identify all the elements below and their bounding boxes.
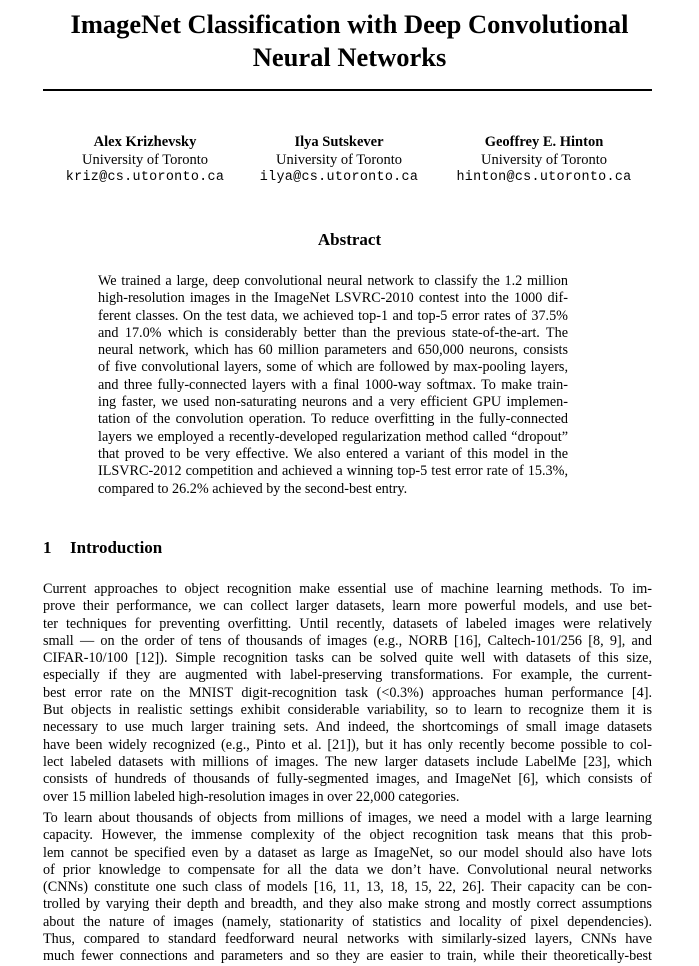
body-line: CIFAR-10/100 [12]). Simple recognition tasks can be solved quite well with datasets of this size, [43,650,652,667]
author-name: Alex Krizhevsky [93,134,197,150]
abstract-line: neural network, which has 60 million parameters and 650,000 neurons, consists [98,342,568,359]
body-line: capacity. However, the immense complexity of the object recognition task means that this prob- [43,827,652,844]
body-line: best error rate on the MNIST digit-recognition task (<0.3%) approaches human performance [4]. [43,684,652,701]
abstract-line: ILSVRC-2012 competition and achieved a winning top-5 test error rate of 15.3%, [98,463,568,480]
abstract-line: compared to 26.2% achieved by the second-best entry. [98,480,408,497]
abstract-line: high-resolution images in the ImageNet LSVRC-2010 contest into the 1000 dif- [98,290,568,307]
body-line: To learn about thousands of objects from millions of images, we need a model with a large learning [43,810,652,826]
abstract-line: ing faster, we used non-saturating neurons and a very efficient GPU implemen- [98,394,568,411]
intro-paragraph-1 [43,581,652,806]
abstract-line: and 17.0% which is considerably better than the previous state-of-the-art. The [98,324,568,341]
title-line: ImageNet Classification with Deep Convolutional [70,9,629,39]
body-line: trolled by varying their depth and breadth, and they also make strong and mostly correct assumptions [43,896,652,913]
author-affiliation: University of Toronto [481,152,607,168]
abstract-heading: Abstract [317,230,382,249]
author-name: Ilya Sutskever [294,134,384,150]
abstract-line: that proved to be very effective. We also entered a variant of this model in the [98,445,568,462]
body-line: necessary to use much larger training sets. And indeed, the shortcomings of small image datasets [43,719,652,736]
abstract-body [98,273,568,498]
body-line: But objects in realistic settings exhibit considerable variability, so to learn to recognize them it is [43,702,652,719]
body-line: about the nature of images (namely, stationarity of statistics and locality of pixel dependencies). [43,913,652,930]
body-line: of prior knowledge to compensate for all the data we don’t have. Convolutional neural networks [43,861,652,878]
abstract-line: layers we employed a recently-developed regularization method called “dropout” [98,428,568,445]
body-line: especially if they are augmented with label-preserving transformations. For example, the current- [43,667,652,684]
paper-title [0,8,699,74]
body-line: Thus, compared to standard feedforward neural networks with similarly-sized layers, CNNs have [43,931,652,948]
title-line: Neural Networks [252,42,447,72]
body-line: have been widely recognized (e.g., Pinto et al. [21]), but it has only recently become possible to col- [43,736,652,753]
section-number: 1 [43,538,52,557]
abstract-line: and three fully-connected layers with a final 1000-way softmax. To make train- [98,376,568,393]
body-line: (CNNs) constitute one such class of models [16, 11, 13, 18, 15, 22, 26]. Their capacity can be con- [43,879,652,896]
body-line: lect labeled datasets with millions of images. The new larger datasets include LabelMe [23], which [43,753,652,770]
body-line: over 15 million labeled high-resolution images in over 22,000 categories. [43,788,460,805]
abstract-line: We trained a large, deep convolutional neural network to classify the 1.2 million [98,273,568,289]
author-email: ilya@cs.utoronto.ca [259,170,419,185]
body-line: Current approaches to object recognition make essential use of machine learning methods. To im- [43,581,652,597]
abstract-line: tation of the convolution operation. To reduce overfitting in the fully-connected [98,411,568,428]
author-email: hinton@cs.utoronto.ca [456,170,632,185]
author-email: kriz@cs.utoronto.ca [65,170,225,185]
body-line: prove their performance, we can collect larger datasets, learn more powerful models, and use bet- [43,598,652,615]
author-name: Geoffrey E. Hinton [484,134,604,150]
author-block [55,133,235,186]
body-line: lem cannot be specified even by a dataset as large as ImageNet, so our model should also have lots [43,844,652,861]
body-line: much fewer connections and parameters and so they are easier to train, while their theoretically-best [43,948,652,965]
body-line: consists of hundreds of thousands of fully-segmented images, and ImageNet [6], which consists of [43,771,652,788]
section-heading [43,538,162,558]
author-affiliation: University of Toronto [82,152,208,168]
intro-paragraph-2 [43,810,652,966]
body-line: small — on the order of tens of thousands of images (e.g., NORB [16], Caltech-101/256 [8, 9], and [43,632,652,649]
author-block [445,133,643,186]
abstract-line: ferent classes. On the test data, we achieved top-1 and top-5 error rates of 37.5% [98,307,568,324]
author-affiliation: University of Toronto [276,152,402,168]
author-block [250,133,428,186]
title-rule [43,89,652,91]
body-line: ter techniques for preventing overfitting. Until recently, datasets of labeled images were relatively [43,615,652,632]
section-title: Introduction [70,538,163,557]
abstract-line: of five convolutional layers, some of which are followed by max-pooling layers, [98,359,568,376]
